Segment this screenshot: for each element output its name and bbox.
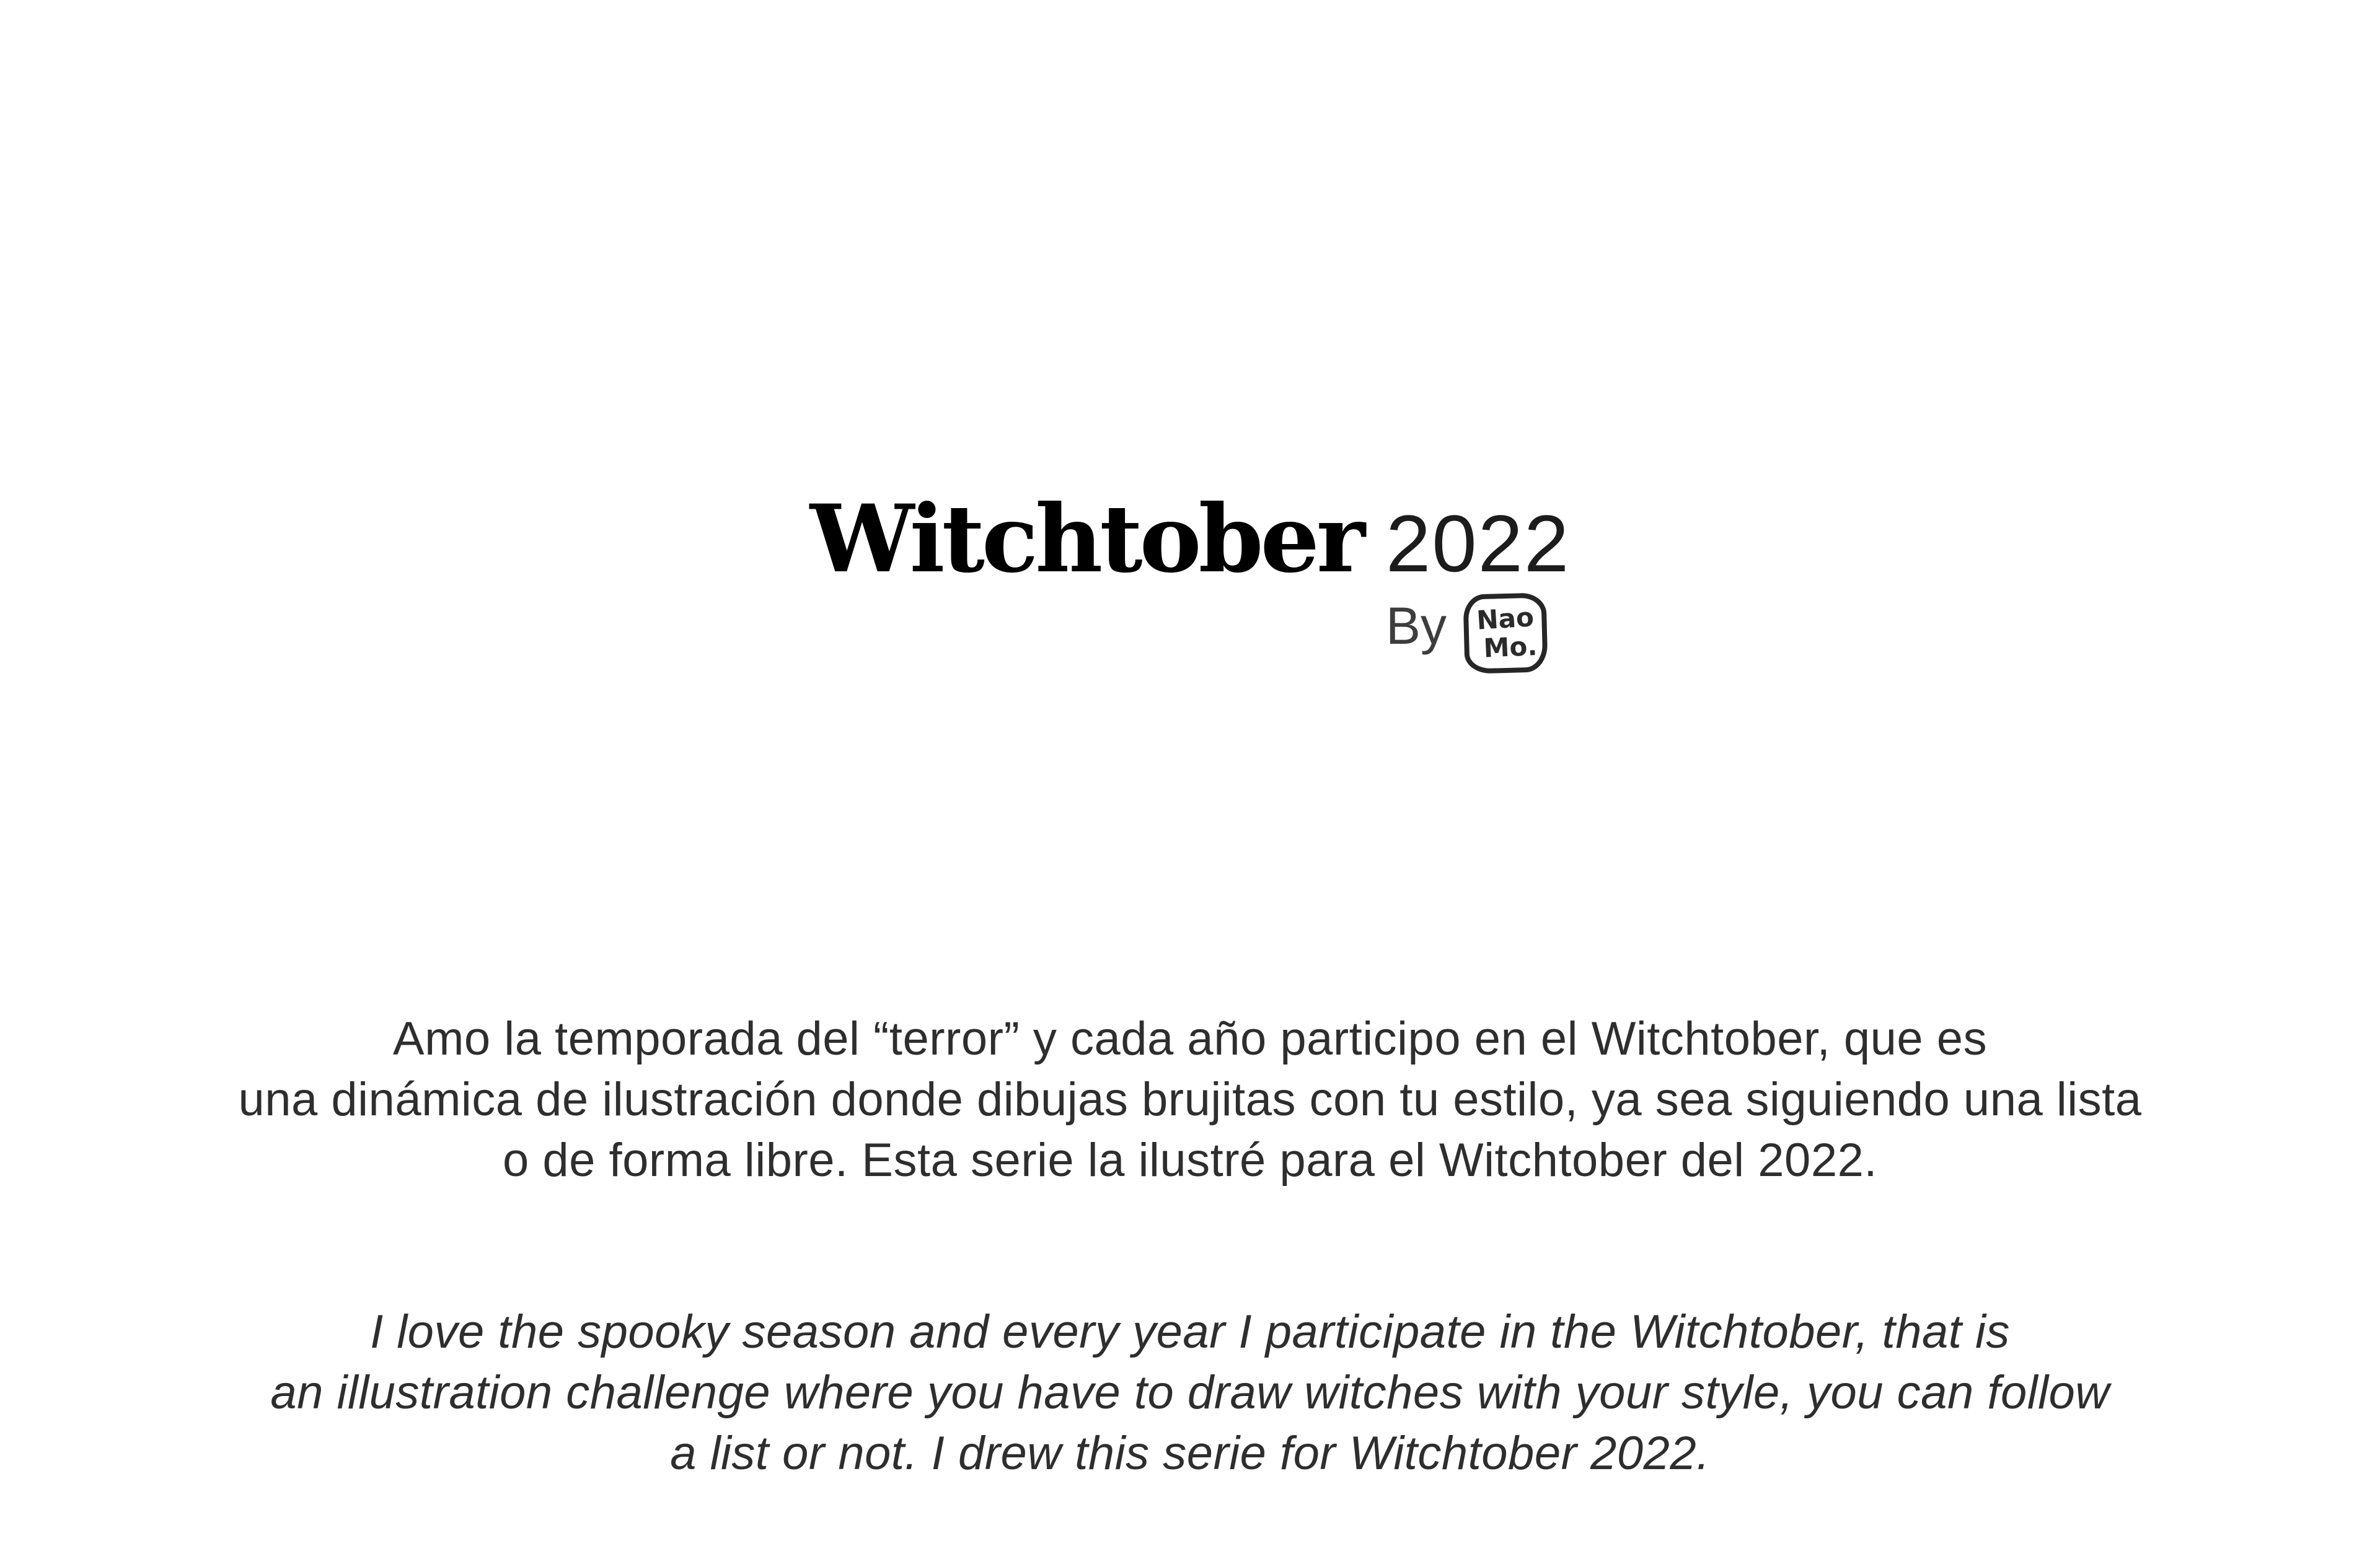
spanish-line-3: o de forma libre. Esta serie la ilustré para el Witchtober del 2022. — [503, 1134, 1877, 1187]
author-stamp-badge — [1463, 592, 1548, 674]
intro-paragraph-english — [0, 1302, 2380, 1484]
english-line-2: an illustration challenge where you have to draw witches with your style, you can follow — [270, 1366, 2110, 1419]
english-line-1: I love the spooky season and every year I participate in the Witchtober, that is — [370, 1306, 2010, 1358]
title-year: 2022 — [1385, 498, 1571, 589]
spanish-line-2: una dinámica de ilustración donde dibujas brujitas con tu estilo, ya sea siguiendo una lista — [238, 1073, 2142, 1126]
author-name-line1: Nao — [1475, 602, 1535, 636]
intro-paragraph-spanish — [0, 1009, 2380, 1191]
spanish-line-1: Amo la temporada del “terror” y cada año participo en el Witchtober, que es — [392, 1012, 1988, 1065]
byline — [1386, 594, 1547, 673]
author-name-line2: Mo. — [1483, 630, 1538, 664]
byline-by-label: By — [1386, 597, 1447, 655]
title-block — [0, 485, 2380, 615]
title-witchtober: Witchtober — [809, 485, 1362, 594]
english-line-3: a list or not. I drew this serie for Witchtober 2022. — [670, 1427, 1710, 1480]
